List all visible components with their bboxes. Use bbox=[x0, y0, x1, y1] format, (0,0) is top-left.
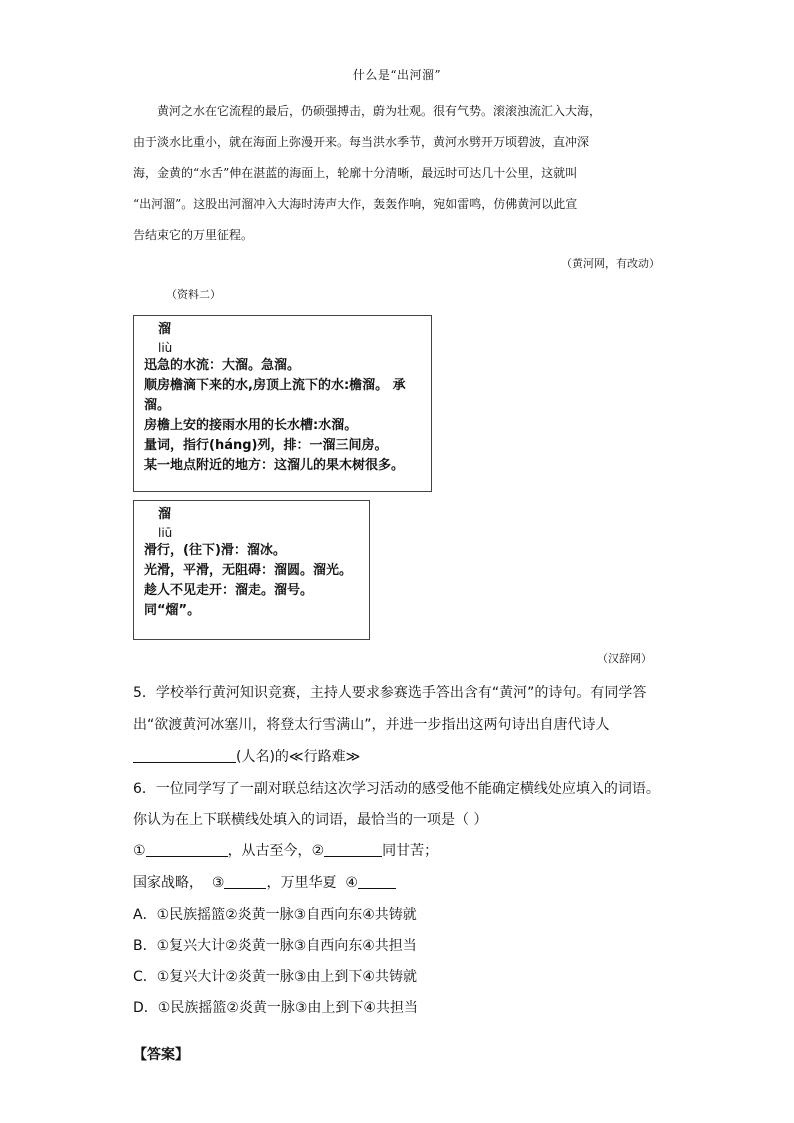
entry-definition: 房檐上安的接雨水用的长水槽:水溜。 bbox=[144, 418, 358, 433]
entry-definition: 顺房檐滴下来的水,房顶上流下的水:檐溜。 承 bbox=[144, 378, 406, 393]
entry-definition: 趁人不见走开：溜走。溜号。 bbox=[144, 583, 314, 598]
entry-definition: 迅急的水流：大溜。急溜。 bbox=[144, 358, 301, 373]
couplet-blank-3[interactable] bbox=[224, 874, 266, 889]
option-a[interactable]: A．①民族摇篮②炎黄一脉③自西向东④共铸就 bbox=[133, 907, 417, 923]
couplet-lower-mid: ，万里华夏 bbox=[266, 875, 337, 891]
answer-heading: 【答案】 bbox=[133, 1047, 189, 1063]
option-d[interactable]: D．①民族摇篮②炎黄一脉③由上到下④共担当 bbox=[133, 1000, 418, 1016]
entry-definition: 光滑，平滑，无阻碍：溜圆。溜光。 bbox=[144, 563, 353, 578]
couplet-blank-1[interactable] bbox=[146, 842, 228, 857]
poet-name-blank[interactable] bbox=[133, 748, 236, 763]
entry-definition: 某一地点附近的地方：这溜儿的果木树很多。 bbox=[144, 458, 405, 473]
q6-line-1: 6．一位同学写了一副对联总结这次学习活动的感受他不能确定横线处应填入的词语。 bbox=[133, 781, 660, 797]
q5-line-3 bbox=[133, 746, 360, 766]
passage-title: 什么是“出河溜” bbox=[352, 68, 442, 82]
q5-line-3-suffix: (人名)的≪行路难≫ bbox=[236, 749, 361, 765]
entry-definition: 溜。 bbox=[144, 398, 171, 413]
option-b[interactable]: B．①复兴大计②炎黄一脉③自西向东④共担当 bbox=[133, 938, 417, 954]
passage-line: 海，金黄的“水舌”伸在湛蓝的海面上，轮廓十分清晰，最远时可达几十公里，这就叫 bbox=[133, 166, 578, 180]
blank-4-marker: ④ bbox=[345, 875, 358, 891]
blank-1-marker: ① bbox=[133, 843, 146, 859]
dictionary-source: （汉辞网） bbox=[597, 652, 652, 665]
passage-body bbox=[133, 96, 661, 251]
dictionary-entry-liu1 bbox=[133, 500, 370, 640]
q6-line-2: 你认为在上下联横线处填入的词语，最恰当的一项是（ ） bbox=[133, 812, 488, 828]
passage-line: 黄河之水在它流程的最后，仍硕强搏击，蔚为壮观。很有气势。滚滚浊流汇入大海， bbox=[157, 104, 602, 118]
passage-line: 告结束它的万里征程。 bbox=[133, 228, 254, 242]
q5-line-1: 5．学校举行黄河知识竞赛，主持人要求参赛选手答出含有“黄河”的诗句。有同学答 bbox=[133, 685, 647, 701]
couplet-blank-2[interactable] bbox=[324, 842, 382, 857]
blank-3-marker: ③ bbox=[211, 875, 225, 891]
couplet-lower bbox=[133, 872, 396, 892]
couplet-upper bbox=[133, 840, 438, 860]
option-c[interactable]: C．①复兴大计②炎黄一脉③由上到下④共铸就 bbox=[133, 969, 417, 985]
couplet-upper-mid: ，从古至今， bbox=[227, 843, 312, 859]
entry-definition: 同“熘”。 bbox=[144, 603, 201, 618]
entry-pinyin: liù bbox=[158, 341, 173, 355]
couplet-blank-4[interactable] bbox=[358, 874, 396, 889]
material-two-label: （资料二） bbox=[166, 288, 221, 301]
couplet-lower-start: 国家战略， bbox=[133, 875, 203, 891]
blank-2-marker: ② bbox=[311, 843, 325, 859]
entry-definition: 滑行，(往下)滑：溜冰。 bbox=[144, 543, 286, 558]
q5-line-2: 出“欲渡黄河冰塞川，将登太行雪满山”，并进一步指出这两句诗出自唐代诗人 bbox=[133, 717, 610, 733]
entry-character: 溜 bbox=[158, 322, 172, 337]
passage-line: “出河溜”。这股出河溜冲入大海时涛声大作，轰轰作响，宛如雷鸣，仿佛黄河以此宣 bbox=[133, 197, 578, 211]
passage-source: （黄河网，有改动） bbox=[561, 257, 660, 270]
entry-definition: 量词，指行(háng)列，排：一溜三间房。 bbox=[144, 438, 388, 453]
entry-character: 溜 bbox=[158, 507, 172, 522]
couplet-upper-end: 同甘苦； bbox=[382, 843, 439, 859]
entry-pinyin: liū bbox=[158, 526, 173, 540]
passage-line: 由于淡水比重小，就在海面上弥漫开来。每当洪水季节，黄河水劈开万顷碧波，直冲深 bbox=[133, 135, 590, 149]
dictionary-entry-liu4 bbox=[133, 315, 432, 492]
